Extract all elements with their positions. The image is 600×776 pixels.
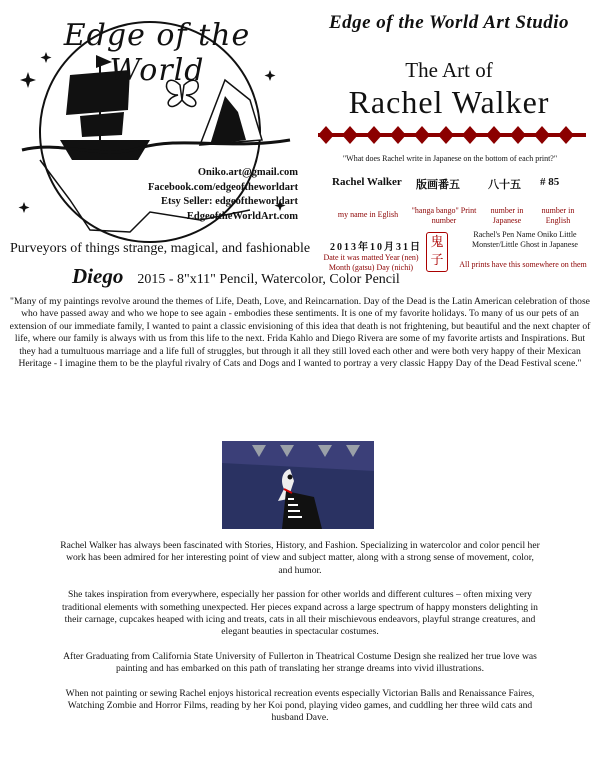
sig-name: Rachel Walker	[332, 176, 402, 188]
sig-num-en: # 85	[540, 176, 560, 188]
bio-paragraph: After Graduating from California State University of Fullerton in Theatrical Costume Design she realized her true love was painting and has embarked on this path of translating her strange dreams into vivid illustrations.	[63, 650, 537, 675]
tagline: Purveyors of things strange, magical, and fashionable	[10, 241, 311, 256]
label-pen-name: Rachel's Pen Name Oniko Little Monster/Little Ghost in Japanese	[472, 230, 578, 249]
mountain-icon	[200, 80, 262, 145]
piece-name: Diego	[72, 264, 124, 288]
artist-statement: "Many of my paintings revolve around the themes of Life, Death, Love, and Reincarnation. Day of the Dead is the Latin American celebration of those who have passed away and who we hope to see again - embodies these sentiments. It is one of my favorite holidays. To many of us our pets of an extension of our immediate family, I wanted to paint a classic envisioning of this idea that death is not frightening, but beautiful and the next chapter of life, where our family is always with us from this life to the next. Frida Kahlo and Diego Rivera are some of my favorite artists and Inspirations. But they had a tumultuous marriage and a life full of struggles, but through it all they still loved each other and were both very happy of their Mexican Heritage - I imagine them to be the playful rivalry of Cats and Dogs and I wanted to portray a very classic Happy Day of the Dead Festival scene."	[9, 296, 591, 370]
bio-paragraph: She takes inspiration from everywhere, especially her passion for other worlds and different cultures – often mixing very traditional elements with something unexpected. Her pieces expand across a large spectrum of happy monsters delighting in their carnage, cupcakes heaped with icing and treats, cats in all their mischievous endeavors, playful strange creatures, and elegant beauties in spectacular costumes.	[62, 589, 538, 638]
label-date: Date it was matted Year (nen) Month (gatsu) Day (nichi)	[323, 253, 419, 272]
label-hanga: "hanga bango" Print number	[411, 206, 477, 225]
bio-paragraph: Rachel Walker has always been fascinated with Stories, History, and Fashion. Specializing in watercolor and color pencil her work has been admired for her interesting point of view and subject matter, along with a strong sense of movement, color, and humor.	[60, 540, 540, 576]
matted-date: 2013年10月31日	[330, 242, 422, 253]
logo-title: Edge of the World	[63, 18, 251, 88]
label-name: my name in Eglish	[337, 210, 399, 219]
contact-facebook[interactable]: Facebook.com/edgeoftheworldart	[148, 181, 299, 193]
contact-etsy[interactable]: Etsy Seller: edgeoftheworldart	[160, 196, 298, 207]
label-all-prints: All prints have this somewhere on them	[459, 260, 587, 269]
piece-title-line	[72, 264, 400, 289]
artist-bio	[60, 540, 540, 737]
artist-name: Rachel Walker	[348, 84, 550, 120]
contact-block	[148, 166, 298, 224]
hanko-seal: 鬼子	[426, 232, 448, 272]
painting-diego-image	[222, 441, 374, 529]
label-num-jp: number in Japanese	[490, 206, 524, 225]
piece-details: 2015 - 8"x11" Pencil, Watercolor, Color Pencil	[137, 272, 400, 287]
sig-num-jp: 八十五	[488, 179, 521, 191]
contact-website[interactable]: EdgeoftheWorldArt.com	[186, 210, 298, 222]
sig-hanga: 版画番五	[416, 179, 460, 191]
signature-question: "What does Rachel write in Japanese on the bottom of each print?"	[342, 154, 558, 163]
label-num-en: number in English	[541, 206, 575, 225]
decorative-border	[318, 124, 586, 146]
bio-paragraph: When not painting or sewing Rachel enjoys historical recreation events especially Victorian Balls and Renaissance Faires, Watching Zombie and Horror Films, reading by her Koi pond, playing video games, and cuddling her three wild cats and husband Dave.	[65, 687, 535, 724]
contact-email[interactable]: Oniko.art@gmail.com	[197, 167, 298, 178]
art-of-label: The Art of	[405, 58, 493, 82]
studio-name: Edge of the World Art Studio	[328, 12, 570, 33]
